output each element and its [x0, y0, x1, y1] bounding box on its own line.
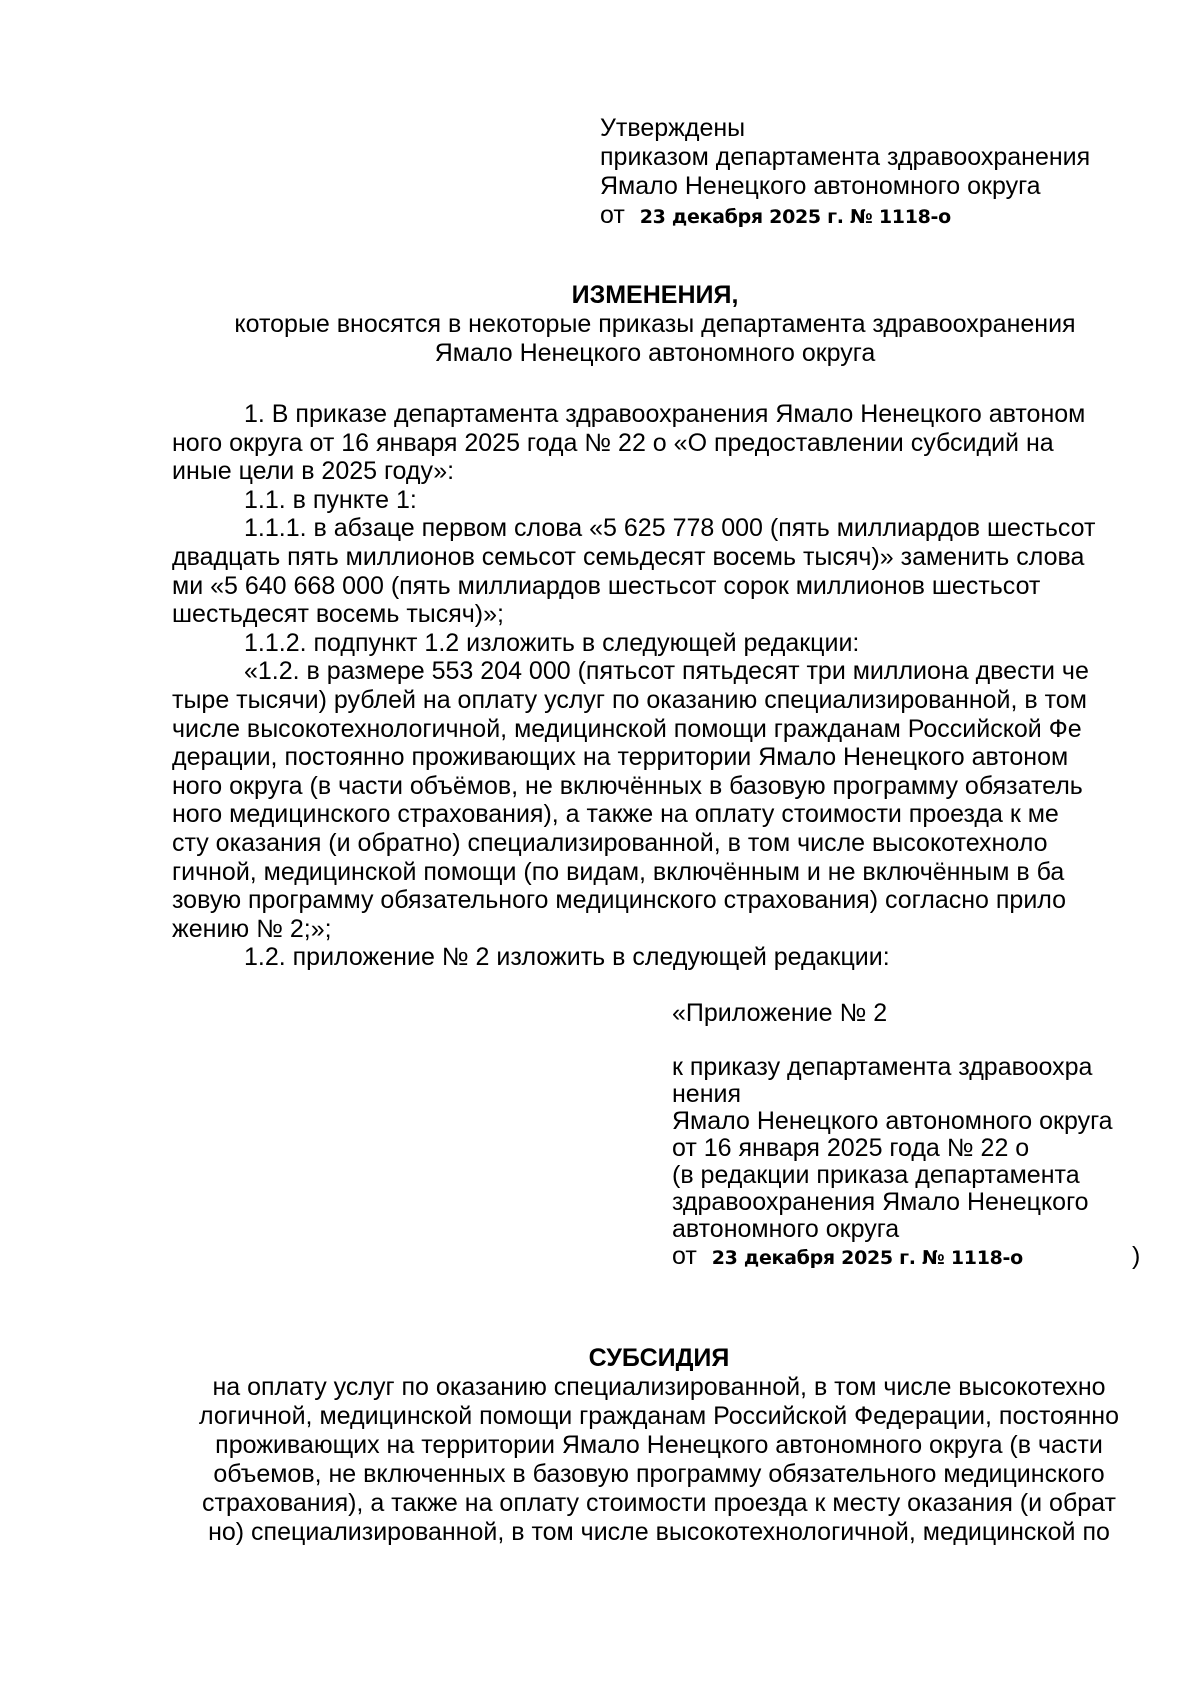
- approval-date-number: 23 декабря 2025 г. № 1118-о: [639, 206, 951, 228]
- body-line: 1.1.2. подпункт 1.2 изложить в следующей редакции:: [244, 628, 860, 657]
- annex-line: автономного округа: [672, 1215, 900, 1243]
- body-line: числе высокотехнологичной, медицинской помощи гражданам Российской Фе: [172, 714, 1082, 743]
- approval-line: приказом департамента здравоохранения: [600, 143, 1091, 171]
- body-line: сту оказания (и обратно) специализированной, в том числе высокотехноло: [172, 828, 1048, 857]
- approval-line: Утверждены: [600, 114, 746, 142]
- body-line: зовую программу обязательного медицинского страхования) согласно прило: [172, 886, 1067, 915]
- annex-line: от 16 января 2025 года № 22 о: [672, 1134, 1030, 1162]
- subsidy-line: на оплату услуг по оказанию специализированной, в том числе высокотехно: [212, 1373, 1106, 1401]
- body-line: шестьдесят восемь тысяч)»;: [172, 600, 504, 629]
- body-line: 1. В приказе департамента здравоохранения Ямало Ненецкого автоном: [244, 400, 1086, 428]
- body-line: гичной, медицинской помощи (по видам, включённым и не включённым в ба: [172, 857, 1065, 886]
- annex-line: Ямало Ненецкого автономного округа: [672, 1107, 1113, 1135]
- annex-spacer: [672, 1027, 1152, 1054]
- annex-line: нения: [672, 1080, 742, 1108]
- body-line: дерации, постоянно проживающих на территории Ямало Ненецкого автоном: [172, 743, 1069, 772]
- approval-block: [600, 114, 1160, 232]
- body-line: «1.2. в размере 553 204 000 (пятьсот пятьдесят три миллиона двести че: [244, 657, 1089, 686]
- annex-title: «Приложение № 2: [672, 999, 888, 1027]
- body-line: иные цели в 2025 году»:: [172, 457, 455, 486]
- body-line: жению № 2;»;: [172, 914, 332, 943]
- body-line: ного округа от 16 января 2025 года № 22 о «О предоставлении субсидий на: [172, 428, 1054, 457]
- body-line: 1.2. приложение № 2 изложить в следующей редакции:: [244, 943, 890, 972]
- annex-date-number: 23 декабря 2025 г. № 1118-о: [711, 1247, 1023, 1269]
- approval-line: Ямало Ненецкого автономного округа: [600, 172, 1041, 200]
- subsidy-line: логичной, медицинской помощи гражданам Российской Федерации, постоянно: [199, 1402, 1119, 1430]
- annex-line: (в редакции приказа департамента: [672, 1161, 1080, 1189]
- subsidy-section: [160, 1344, 1158, 1547]
- subsidy-title: СУБСИДИЯ: [588, 1344, 730, 1372]
- approval-from-label: от: [600, 201, 625, 229]
- annex-from-label: от: [672, 1242, 697, 1270]
- annex-closing-paren: ): [1132, 1242, 1141, 1270]
- approval-date-row: [600, 201, 1160, 232]
- subsidy-line: проживающих на территории Ямало Ненецкого автономного округа (в части: [215, 1431, 1103, 1459]
- changes-heading: [170, 281, 1140, 368]
- document-body: [172, 400, 1142, 972]
- subsidy-line: страхования), а также на оплату стоимости проезда к месту оказания (и обрат: [202, 1489, 1116, 1517]
- body-line: ного округа (в части объёмов, не включённых в базовую программу обязатель: [172, 771, 1083, 800]
- body-line: 1.1.1. в абзаце первом слова «5 625 778 000 (пять миллиардов шестьсот: [244, 514, 1096, 543]
- changes-subtitle: которые вносятся в некоторые приказы департамента здравоохранения: [234, 310, 1076, 338]
- annex-line: здравоохранения Ямало Ненецкого: [672, 1188, 1089, 1216]
- annex-date-row: [672, 1243, 1152, 1272]
- body-line: двадцать пять миллионов семьсот семьдесят восемь тысяч)» заменить слова: [172, 542, 1085, 571]
- body-line: ми «5 640 668 000 (пять миллиардов шестьсот сорок миллионов шестьсот: [172, 571, 1041, 600]
- body-line: ного медицинского страхования), а также на оплату стоимости проезда к ме: [172, 800, 1059, 829]
- body-line: 1.1. в пункте 1:: [244, 485, 417, 514]
- subsidy-line: объемов, не включенных в базовую программу обязательного медицинского: [213, 1460, 1105, 1488]
- annex-block: [672, 1000, 1152, 1272]
- changes-title: ИЗМЕНЕНИЯ,: [571, 281, 739, 309]
- changes-subtitle: Ямало Ненецкого автономного округа: [434, 339, 876, 367]
- annex-line: к приказу департамента здравоохра: [672, 1053, 1093, 1081]
- body-line: тыре тысячи) рублей на оплату услуг по оказанию специализированной, в том: [172, 685, 1087, 714]
- subsidy-line: но) специализированной, в том числе высокотехнологичной, медицинской по: [208, 1518, 1110, 1546]
